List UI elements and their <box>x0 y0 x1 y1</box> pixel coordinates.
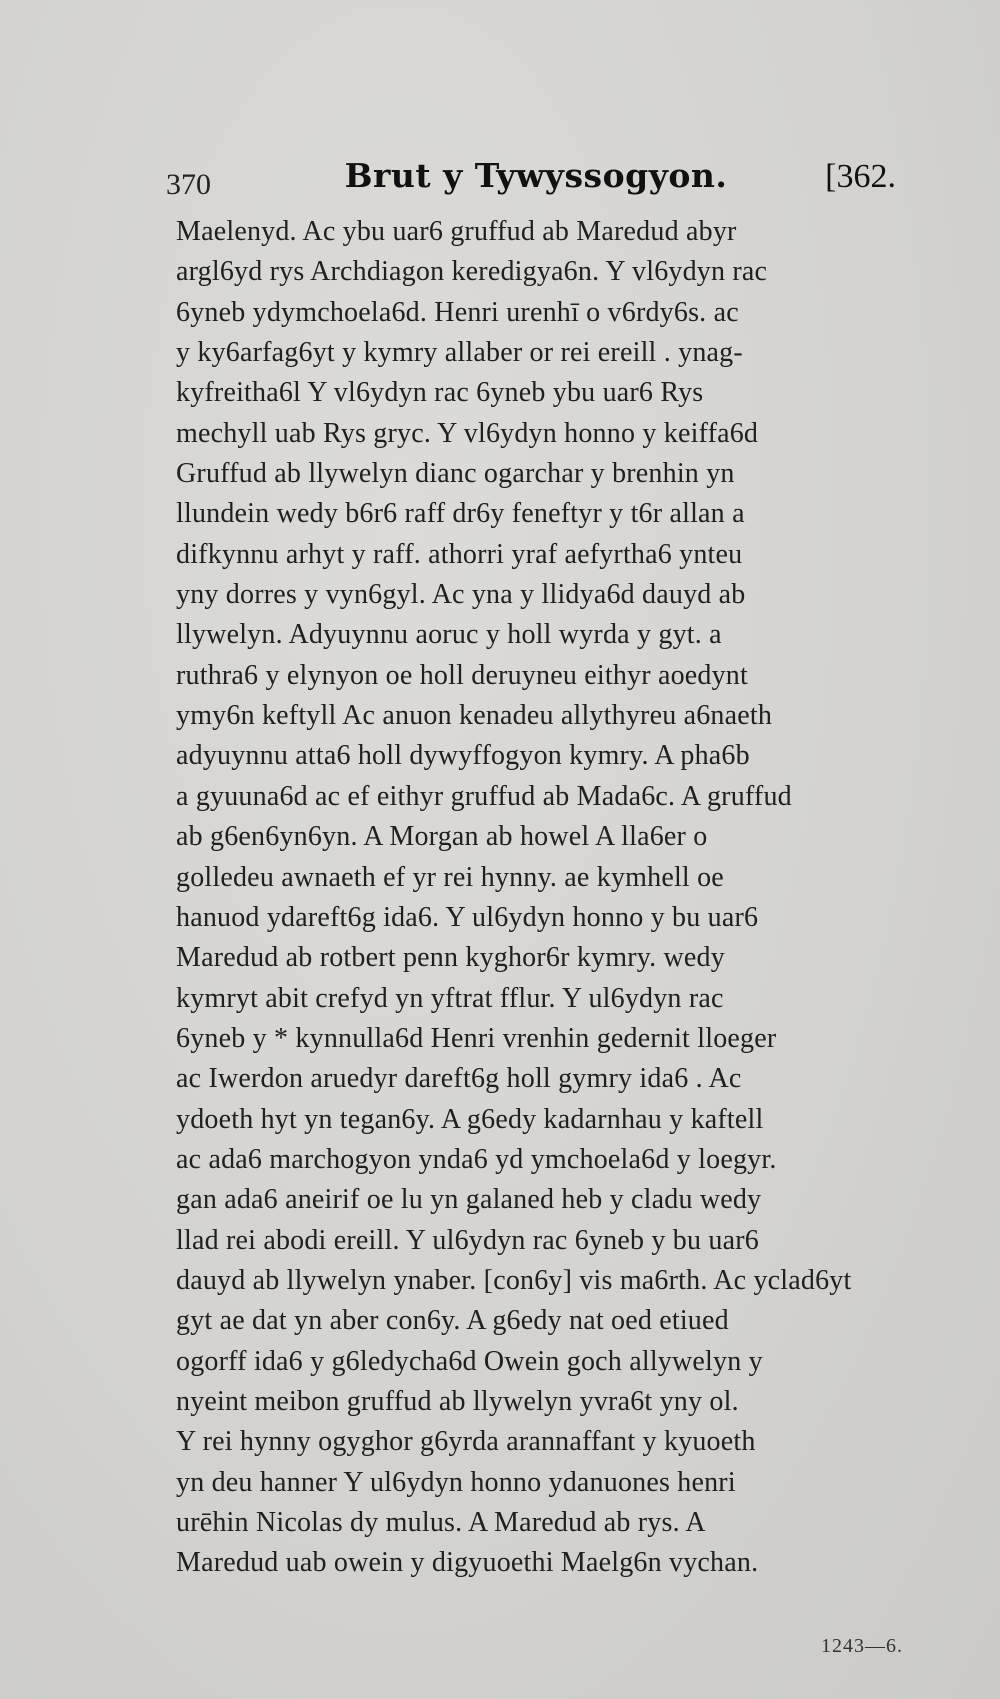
text-line: llywelyn. Adyuynnu aoruc y holl wyrda y gyt. a <box>176 619 722 651</box>
text-line: ac Iwerdon aruedyr dareft6g holl gymry ida6 . Ac <box>176 1063 742 1095</box>
text-line: Gruffud ab llywelyn dianc ogarchar y brenhin yn <box>176 458 735 490</box>
text-line: argl6yd rys Archdiagon keredigya6n. Y vl6ydyn rac <box>176 256 768 288</box>
text-line: kyfreitha6l Y vl6ydyn rac 6yneb ybu uar6 Rys <box>176 377 704 409</box>
text-line: Maredud ab rotbert penn kyghor6r kymry. wedy <box>176 942 725 974</box>
text-line: difkynnu arhyt y raff. athorri yraf aefyrtha6 ynteu <box>176 538 743 570</box>
text-line: llundein wedy b6r6 raff dr6y feneftyr y t6r allan a <box>176 498 745 530</box>
text-line: a gyuuna6d ac ef eithyr gruffud ab Mada6c. A gruffud <box>176 780 792 812</box>
body-text <box>176 212 898 1584</box>
page-header <box>166 150 896 200</box>
text-line: 6yneb y * kynnulla6d Henri vrenhin gedernit lloeger <box>176 1022 777 1054</box>
text-line: yn deu hanner Y ul6ydyn honno ydanuones henri <box>176 1466 736 1498</box>
text-line: adyuynnu atta6 holl dywyffogyon kymry. A pha6b <box>176 740 750 772</box>
text-line: ymy6n keftyll Ac anuon kenadeu allythyreu a6naeth <box>176 700 773 732</box>
text-line: 6yneb ydymchoela6d. Henri urenhī o v6rdy6s. ac <box>176 296 739 328</box>
text-line: ac ada6 marchogyon ynda6 yd ymchoela6d y loegyr. <box>176 1143 777 1175</box>
text-line: urēhin Nicolas dy mulus. A Maredud ab rys. A <box>176 1507 706 1538</box>
text-line: ab g6en6yn6yn. A Morgan ab howel A lla6er o <box>176 821 708 853</box>
text-line: gan ada6 aneirif oe lu yn galaned heb y cladu wedy <box>176 1184 762 1216</box>
folio-reference: [362. <box>825 158 896 195</box>
text-line: nyeint meibon gruffud ab llywelyn yvra6t yny ol. <box>176 1385 739 1417</box>
text-line: dauyd ab llywelyn ynaber. [con6y] vis ma6rth. Ac yclad6yt <box>176 1264 852 1296</box>
text-line: mechyll uab Rys gryc. Y vl6ydyn honno y keiffa6d <box>176 417 759 449</box>
text-line: ydoeth hyt yn tegan6y. A g6edy kadarnhau y kaftell <box>176 1103 764 1135</box>
text-line: gyt ae dat yn aber con6y. A g6edy nat oed etiued <box>176 1305 729 1337</box>
text-line: ogorff ida6 y g6ledycha6d Owein goch allywelyn y <box>176 1345 763 1377</box>
text-line: y ky6arfag6yt y kymry allaber or rei ereill . ynag- <box>176 337 743 369</box>
text-line: yny dorres y vyn6gyl. Ac yna y llidya6d dauyd ab <box>176 579 746 611</box>
text-line: Maredud uab owein y digyuoethi Maelg6n vychan. <box>176 1547 759 1579</box>
text-line: ruthra6 y elynyon oe holl deruyneu eithyr aoedynt <box>176 659 748 691</box>
year-range-footer: 1243—6. <box>821 1635 903 1657</box>
page-number: 370 <box>166 168 211 201</box>
text-line: golledeu awnaeth ef yr rei hynny. ae kymhell oe <box>176 861 724 893</box>
text-line: llad rei abodi ereill. Y ul6ydyn rac 6yneb y bu uar6 <box>176 1224 759 1256</box>
text-line: Y rei hynny ogyghor g6yrda arannaffant y kyuoeth <box>176 1426 756 1458</box>
running-title: Brut y Tywyssogyon. <box>344 156 728 195</box>
text-line: Maelenyd. Ac ybu uar6 gruffud ab Maredud abyr <box>176 216 737 247</box>
text-line: hanuod ydareft6g ida6. Y ul6ydyn honno y bu uar6 <box>176 901 759 933</box>
text-line: kymryt abit crefyd yn yftrat fflur. Y ul6ydyn rac <box>176 982 724 1014</box>
